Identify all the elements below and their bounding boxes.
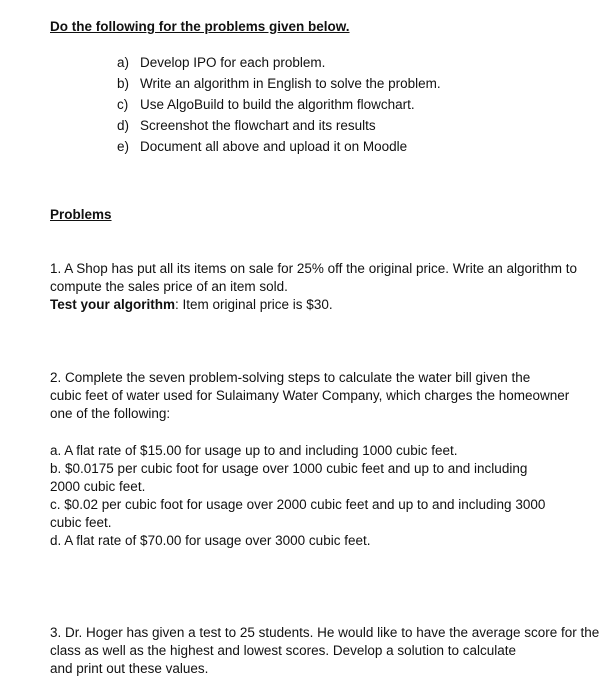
option-line: d. A flat rate of $70.00 for usage over 3000 cubic feet. xyxy=(50,533,371,548)
problem-2 xyxy=(50,369,590,423)
option-line: 2000 cubic feet. xyxy=(50,479,146,494)
step-marker: c) xyxy=(117,97,129,112)
step-text: Document all above and upload it on Moodle xyxy=(140,139,408,154)
problem-2-options xyxy=(50,442,560,550)
step-marker: b) xyxy=(117,76,130,91)
problem-3-line: class as well as the highest and lowest scores. Develop a solution to calculate xyxy=(50,643,517,658)
step-marker: a) xyxy=(117,55,130,70)
option-line: b. $0.0175 per cubic foot for usage over 1000 cubic feet and up to and including xyxy=(50,461,528,476)
step-item xyxy=(117,94,441,115)
step-marker: e) xyxy=(117,139,130,154)
step-text: Use AlgoBuild to build the algorithm flowchart. xyxy=(140,97,415,112)
step-item xyxy=(117,136,441,157)
problem-2-line: one of the following: xyxy=(50,406,171,421)
step-item xyxy=(117,73,441,94)
step-text: Screenshot the flowchart and its results xyxy=(140,118,376,133)
test-text: : Item original price is $30. xyxy=(175,297,333,312)
option-line: c. $0.02 per cubic foot for usage over 2000 cubic feet and up to and including 3000 xyxy=(50,497,546,512)
step-marker: d) xyxy=(117,118,130,133)
problems-heading: Problems xyxy=(50,207,112,222)
problem-1-test xyxy=(50,296,610,314)
problem-1 xyxy=(50,260,610,314)
option-line: cubic feet. xyxy=(50,515,112,530)
problem-3-line: and print out these values. xyxy=(50,661,209,676)
instruction-steps-list xyxy=(117,52,441,157)
problem-3-line: 3. Dr. Hoger has given a test to 25 students. He would like to have the average score for the xyxy=(50,625,600,640)
test-label: Test your algorithm xyxy=(50,297,176,312)
instructions-heading: Do the following for the problems given below. xyxy=(50,19,350,34)
step-item xyxy=(117,52,441,73)
step-item xyxy=(117,115,441,136)
problem-1-line: compute the sales price of an item sold. xyxy=(50,279,288,294)
problem-2-line: cubic feet of water used for Sulaimany Water Company, which charges the homeowner xyxy=(50,388,570,403)
step-text: Write an algorithm in English to solve the problem. xyxy=(140,76,441,91)
problem-1-line: 1. A Shop has put all its items on sale for 25% off the original price. Write an algorithm to xyxy=(50,261,578,276)
problem-3 xyxy=(50,624,610,678)
option-line: a. A flat rate of $15.00 for usage up to and including 1000 cubic feet. xyxy=(50,443,458,458)
step-text: Develop IPO for each problem. xyxy=(140,55,326,70)
problem-2-line: 2. Complete the seven problem-solving steps to calculate the water bill given the xyxy=(50,370,531,385)
